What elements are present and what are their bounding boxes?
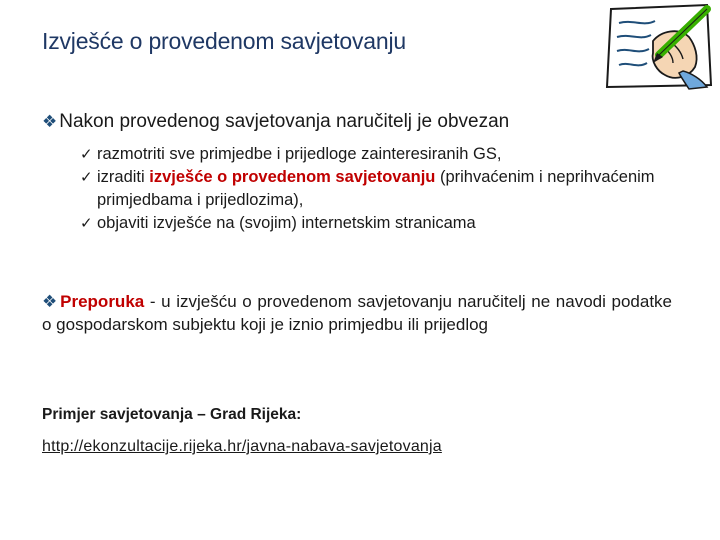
list-item	[80, 143, 680, 166]
hand-writing-clipart-icon	[603, 1, 715, 91]
recommendation-paragraph	[42, 290, 672, 336]
example-link[interactable]: http://ekonzultacije.rijeka.hr/javna-nabava-savjetovanja	[42, 438, 442, 455]
checkmark-icon: ✓	[80, 169, 93, 186]
example-label: Primjer savjetovanja – Grad Rijeka:	[42, 406, 302, 423]
list-item-text-rest: (prihvaćenim i neprihvaćenim primjedbama i prijedlozima),	[97, 168, 655, 209]
page-title: Izvješće o provedenom savjetovanju	[42, 28, 406, 54]
list-item-text: razmotriti sve primjedbe i prijedloge zainteresiranih GS,	[97, 145, 502, 163]
main-bullet	[42, 111, 509, 133]
obligations-list	[80, 143, 680, 235]
main-bullet-text: Nakon provedenog savjetovanja naručitelj je obvezan	[59, 111, 510, 132]
list-item	[80, 212, 680, 235]
highlighted-text: izvješće o provedenom savjetovanju	[149, 168, 436, 186]
list-item	[80, 166, 680, 212]
list-item-text: izraditi	[97, 168, 150, 186]
checkmark-icon: ✓	[80, 146, 93, 163]
recommendation-label: Preporuka	[60, 292, 145, 311]
checkmark-icon: ✓	[80, 215, 93, 232]
list-item-text: objaviti izvješće na (svojim) internetskim stranicama	[97, 214, 476, 232]
diamond-bullet-icon: ❖	[42, 292, 59, 311]
recommendation-text: - u izvješću o provedenom savjetovanju naručitelj ne navodi podatke o gospodarskom subjektu koji je iznio primjedbu ili prijedlog	[42, 292, 672, 334]
diamond-bullet-icon: ❖	[42, 112, 58, 131]
